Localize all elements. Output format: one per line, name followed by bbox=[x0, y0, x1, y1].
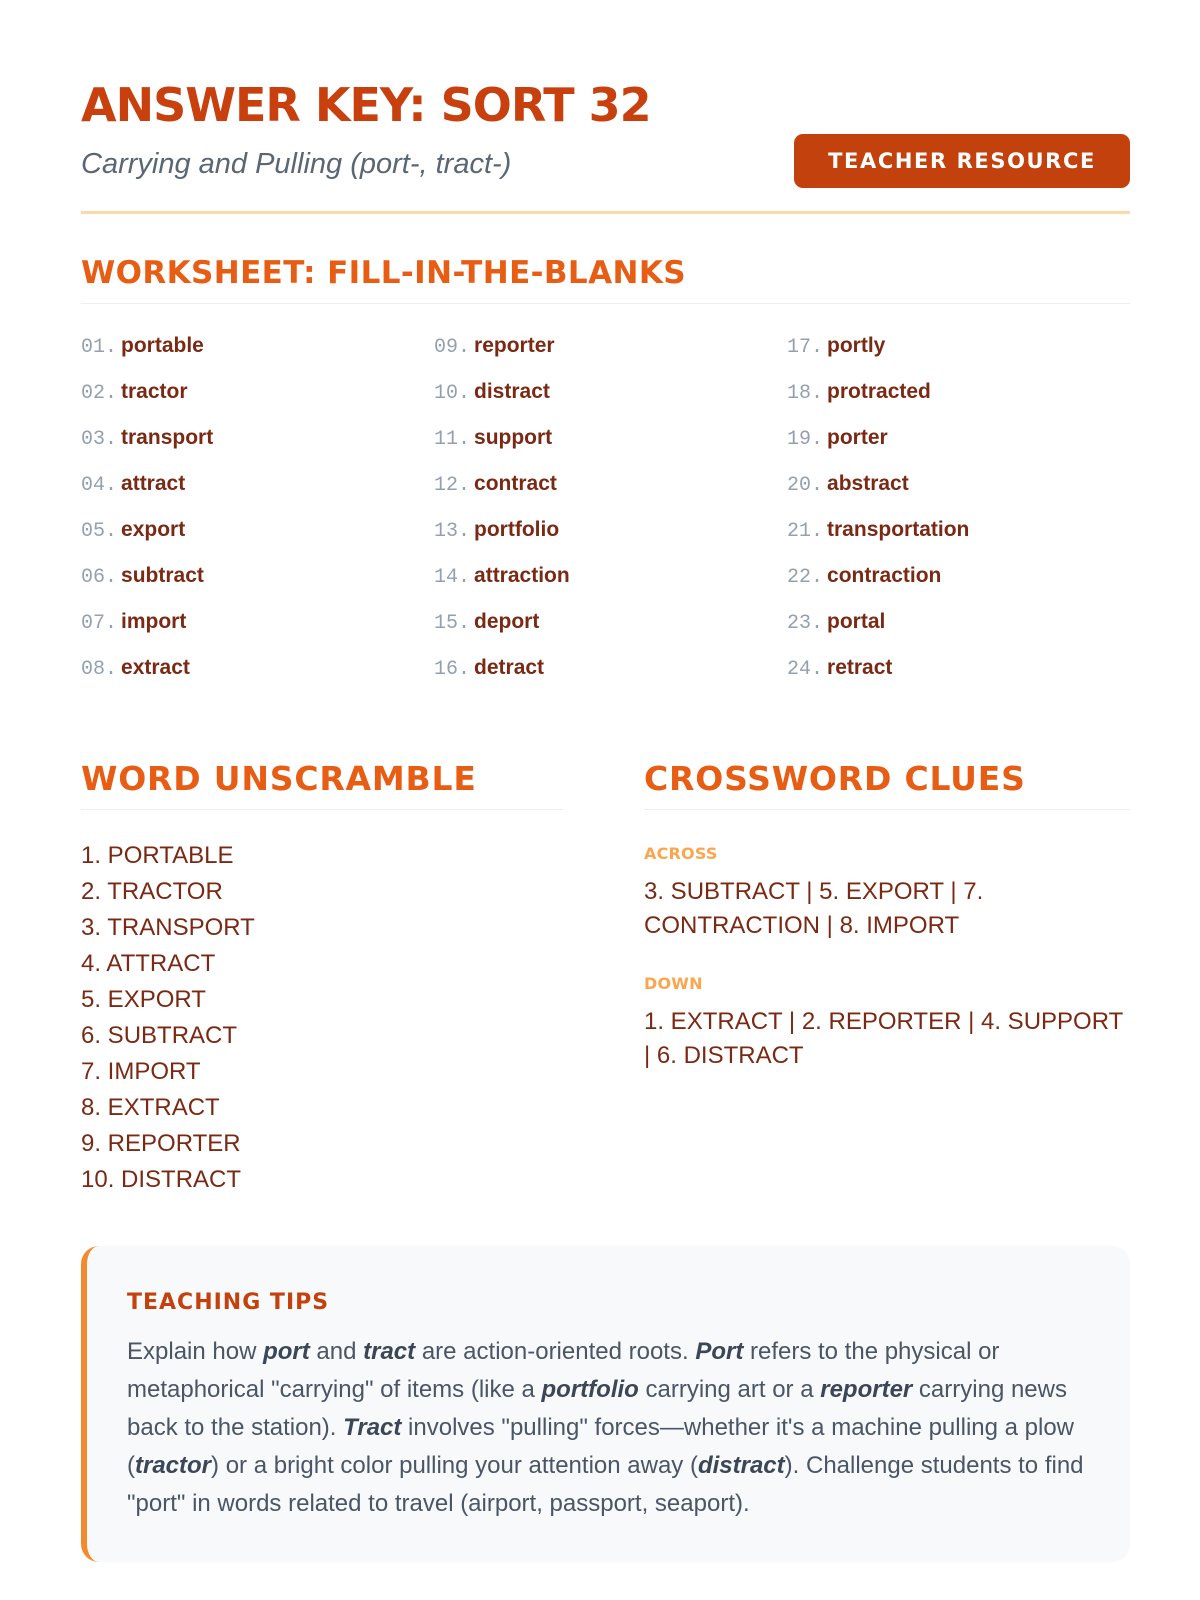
worksheet-answer-item bbox=[434, 564, 774, 610]
unscramble-title: WORD UNSCRAMBLE bbox=[81, 762, 563, 810]
worksheet-item-number: 12. bbox=[434, 474, 471, 497]
worksheet-item-word: portfolio bbox=[474, 518, 560, 541]
worksheet-item-number: 10. bbox=[434, 382, 471, 405]
worksheet-item-word: transportation bbox=[827, 518, 970, 541]
worksheet-item-number: 11. bbox=[434, 428, 471, 451]
worksheet-item-number: 22. bbox=[787, 566, 824, 589]
worksheet-item-word: tractor bbox=[121, 380, 188, 403]
worksheet-item-number: 06. bbox=[81, 566, 118, 589]
worksheet-item-word: protracted bbox=[827, 380, 931, 403]
worksheet-title: WORKSHEET: FILL-IN-THE-BLANKS bbox=[81, 258, 1130, 304]
worksheet-item-number: 19. bbox=[787, 428, 824, 451]
tips-emphasized-word: reporter bbox=[820, 1376, 913, 1403]
down-answers: 1. EXTRACT | 2. REPORTER | 4. SUPPORT | 6. DISTRACT bbox=[644, 1008, 1123, 1069]
unscramble-answer: 10. DISTRACT bbox=[81, 1166, 242, 1193]
worksheet-item-word: extract bbox=[121, 656, 190, 679]
unscramble-answer: 3. TRANSPORT bbox=[81, 914, 255, 941]
unscramble-answer: 6. SUBTRACT bbox=[81, 1022, 238, 1049]
worksheet-item-number: 01. bbox=[81, 336, 118, 359]
worksheet-answer-item bbox=[81, 380, 421, 426]
worksheet-item-word: attract bbox=[121, 472, 186, 495]
worksheet-item-word: porter bbox=[827, 426, 888, 449]
worksheet-answer-grid bbox=[81, 334, 1130, 704]
worksheet-item-word: portal bbox=[827, 610, 886, 633]
worksheet-answer-item bbox=[787, 380, 1127, 426]
tips-emphasized-word: port bbox=[263, 1338, 310, 1365]
tips-emphasized-word: Port bbox=[695, 1338, 744, 1365]
worksheet-item-number: 13. bbox=[434, 520, 471, 543]
tips-text-segment: carrying art or a bbox=[638, 1376, 821, 1403]
worksheet-item-word: reporter bbox=[474, 334, 555, 357]
worksheet-item-number: 05. bbox=[81, 520, 118, 543]
worksheet-answer-item bbox=[434, 518, 774, 564]
unscramble-answer: 5. EXPORT bbox=[81, 986, 206, 1013]
worksheet-item-word: contraction bbox=[827, 564, 942, 587]
worksheet-item-number: 14. bbox=[434, 566, 471, 589]
worksheet-item-number: 08. bbox=[81, 658, 118, 681]
page-subtitle: Carrying and Pulling (port-, tract-) bbox=[81, 148, 512, 180]
worksheet-answer-item bbox=[787, 334, 1127, 380]
unscramble-list bbox=[81, 838, 563, 1198]
tips-emphasized-word: Tract bbox=[343, 1414, 402, 1441]
worksheet-answer-item bbox=[81, 472, 421, 518]
worksheet-answer-item bbox=[787, 564, 1127, 610]
page-title: ANSWER KEY: SORT 32 bbox=[81, 78, 651, 132]
worksheet-item-number: 17. bbox=[787, 336, 824, 359]
tips-emphasized-word: distract bbox=[697, 1452, 785, 1479]
worksheet-item-number: 24. bbox=[787, 658, 824, 681]
teaching-tips-callout bbox=[81, 1246, 1130, 1562]
worksheet-item-number: 21. bbox=[787, 520, 824, 543]
tips-emphasized-word: portfolio bbox=[541, 1376, 639, 1403]
worksheet-item-word: abstract bbox=[827, 472, 909, 495]
worksheet-answer-item bbox=[81, 518, 421, 564]
worksheet-answer-item bbox=[81, 426, 421, 472]
worksheet-answer-item bbox=[81, 564, 421, 610]
worksheet-item-word: retract bbox=[827, 656, 893, 679]
worksheet-item-number: 16. bbox=[434, 658, 471, 681]
worksheet-item-number: 04. bbox=[81, 474, 118, 497]
worksheet-column-2 bbox=[434, 334, 774, 702]
worksheet-item-word: attraction bbox=[474, 564, 570, 587]
tips-text-segment: involves "pulling" forces—whether it's a machine pulling a plow ( bbox=[127, 1414, 1075, 1479]
tips-text-segment: refers to the physical or metaphorical "carrying" of items (like a bbox=[127, 1338, 1000, 1403]
worksheet-item-word: distract bbox=[474, 380, 550, 403]
worksheet-item-number: 18. bbox=[787, 382, 824, 405]
tips-text-segment: ). Challenge students to find "port" in words related to travel (airport, passport, seaport). bbox=[127, 1452, 1084, 1517]
worksheet-item-word: subtract bbox=[121, 564, 204, 587]
worksheet-item-number: 23. bbox=[787, 612, 824, 635]
worksheet-item-word: deport bbox=[474, 610, 540, 633]
worksheet-column-1 bbox=[81, 334, 421, 702]
unscramble-answer: 7. IMPORT bbox=[81, 1058, 201, 1085]
crossword-title: CROSSWORD CLUES bbox=[644, 762, 1130, 810]
unscramble-answer: 8. EXTRACT bbox=[81, 1094, 220, 1121]
worksheet-answer-item bbox=[434, 334, 774, 380]
worksheet-answer-item bbox=[81, 656, 421, 702]
worksheet-answer-item bbox=[787, 656, 1127, 702]
worksheet-item-word: contract bbox=[474, 472, 557, 495]
worksheet-answer-item bbox=[434, 610, 774, 656]
tips-emphasized-word: tractor bbox=[135, 1452, 212, 1479]
tips-text-segment: Explain how bbox=[127, 1338, 264, 1365]
worksheet-item-word: transport bbox=[121, 426, 214, 449]
down-label: DOWN bbox=[644, 974, 703, 993]
worksheet-item-word: import bbox=[121, 610, 187, 633]
worksheet-item-word: portly bbox=[827, 334, 886, 357]
worksheet-item-number: 07. bbox=[81, 612, 118, 635]
worksheet-item-word: detract bbox=[474, 656, 545, 679]
worksheet-item-number: 02. bbox=[81, 382, 118, 405]
worksheet-answer-item bbox=[787, 518, 1127, 564]
worksheet-answer-item bbox=[434, 426, 774, 472]
tips-text-segment: are action-oriented roots. bbox=[415, 1338, 696, 1365]
unscramble-answer: 9. REPORTER bbox=[81, 1130, 241, 1157]
worksheet-item-number: 09. bbox=[434, 336, 471, 359]
page-header bbox=[81, 76, 1130, 214]
tips-text-segment: carrying news back to the station). bbox=[127, 1376, 1067, 1441]
word-unscramble-section bbox=[81, 759, 563, 1198]
worksheet-answer-item bbox=[787, 426, 1127, 472]
worksheet-answer-item bbox=[787, 610, 1127, 656]
worksheet-item-word: export bbox=[121, 518, 186, 541]
worksheet-answer-item bbox=[434, 380, 774, 426]
teacher-resource-badge: TEACHER RESOURCE bbox=[794, 134, 1130, 188]
worksheet-item-number: 20. bbox=[787, 474, 824, 497]
unscramble-answer: 4. ATTRACT bbox=[81, 950, 216, 977]
worksheet-answer-item bbox=[81, 610, 421, 656]
across-answers: 3. SUBTRACT | 5. EXPORT | 7. CONTRACTION | 8. IMPORT bbox=[644, 878, 984, 939]
tips-emphasized-word: tract bbox=[363, 1338, 416, 1365]
unscramble-answer: 2. TRACTOR bbox=[81, 878, 223, 905]
worksheet-section bbox=[81, 255, 1130, 704]
worksheet-column-3 bbox=[787, 334, 1127, 702]
worksheet-answer-item bbox=[434, 472, 774, 518]
worksheet-item-number: 15. bbox=[434, 612, 471, 635]
worksheet-answer-item bbox=[787, 472, 1127, 518]
tips-text-segment: ) or a bright color pulling your attention away ( bbox=[211, 1452, 698, 1479]
across-label: ACROSS bbox=[644, 844, 718, 863]
teaching-tips-text bbox=[127, 1333, 1090, 1523]
worksheet-answer-item bbox=[81, 334, 421, 380]
worksheet-item-word: portable bbox=[121, 334, 204, 357]
worksheet-item-number: 03. bbox=[81, 428, 118, 451]
tips-text-segment: and bbox=[309, 1338, 364, 1365]
worksheet-answer-item bbox=[434, 656, 774, 702]
crossword-clues-section bbox=[644, 759, 1130, 1073]
worksheet-item-word: support bbox=[474, 426, 553, 449]
teaching-tips-title: TEACHING TIPS bbox=[127, 1290, 330, 1315]
unscramble-answer: 1. PORTABLE bbox=[81, 842, 234, 869]
